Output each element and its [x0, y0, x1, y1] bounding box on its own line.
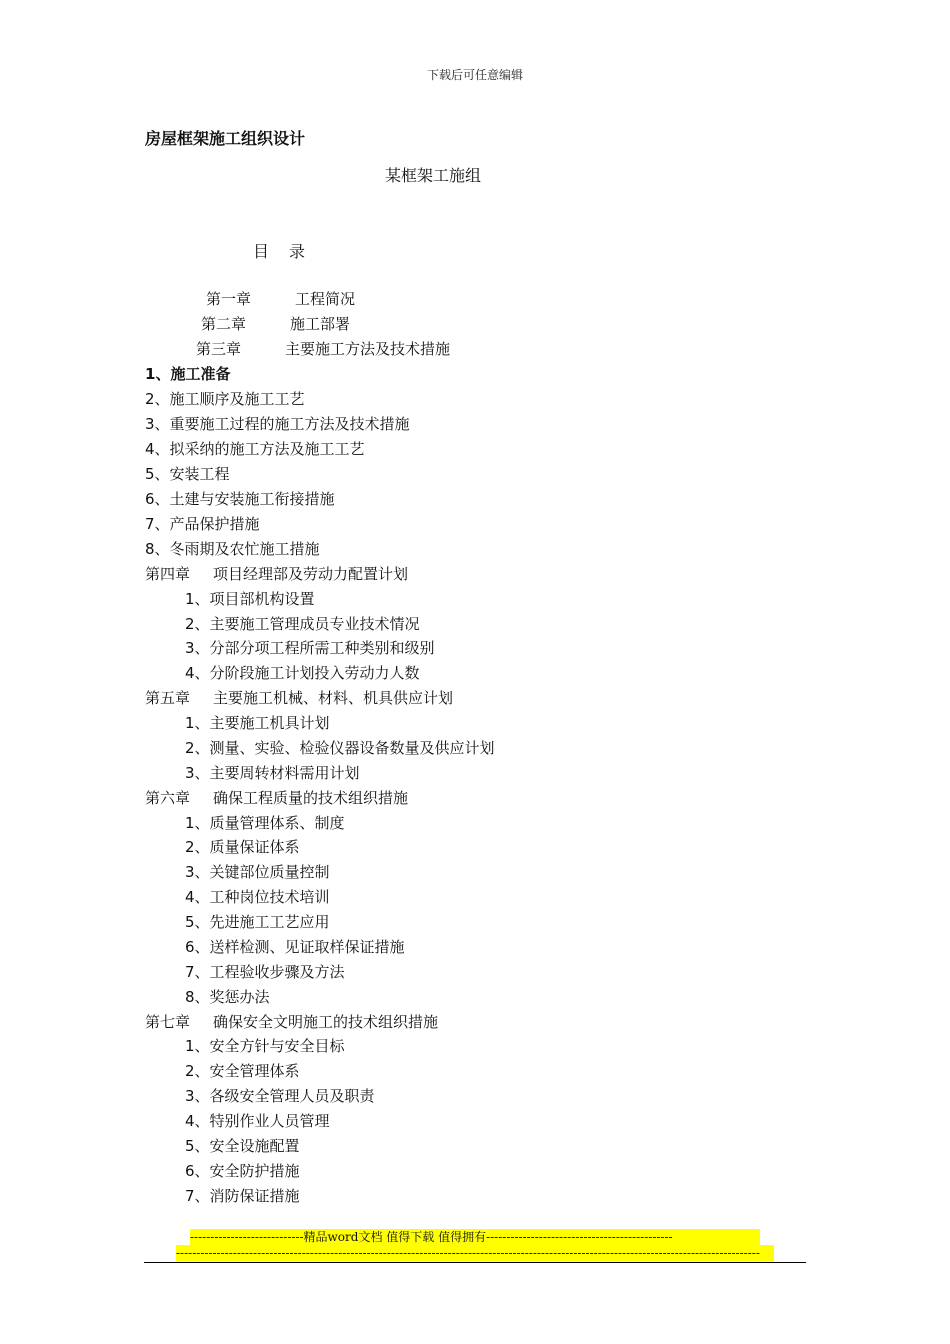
item-text: 、工程验收步骤及方法 [194, 963, 345, 981]
toc-item [185, 589, 315, 609]
footer-banner-line-1: ----------------------------精品word文档 值得下载 值得拥有---------------------------------------------- [190, 1229, 760, 1245]
item-text: 、拟采纳的施工方法及施工工艺 [154, 440, 365, 458]
toc-item [185, 987, 270, 1007]
item-number: 2 [145, 390, 155, 408]
toc-chapter-2 [201, 314, 350, 334]
chapter-number: 第七章 [145, 1013, 191, 1031]
item-number: 5 [185, 913, 195, 931]
toc-item [145, 389, 305, 409]
item-text: 、土建与安装施工衔接措施 [154, 490, 335, 508]
item-number: 3 [185, 863, 195, 881]
chapter-title: 主要施工机械、材料、机具供应计划 [213, 689, 454, 707]
toc-chapter-1 [206, 289, 355, 309]
toc-item [145, 514, 260, 534]
document-title: 房屋框架施工组织设计 [145, 129, 306, 148]
item-text: 、安装工程 [154, 465, 230, 483]
chapter-title: 主要施工方法及技术措施 [285, 340, 451, 358]
chapter-title: 确保安全文明施工的技术组织措施 [213, 1013, 439, 1031]
item-text: 、施工准备 [155, 365, 231, 383]
footer-banner-line-2: ------------------------------------------------------------------------------------------------------------------------------------------------ [176, 1245, 774, 1261]
toc-item [145, 464, 230, 484]
toc-item [185, 638, 435, 658]
toc-item [185, 1086, 375, 1106]
toc-item [185, 1036, 345, 1056]
item-number: 2 [185, 739, 195, 757]
item-text: 、冬雨期及农忙施工措施 [154, 540, 320, 558]
item-number: 7 [185, 963, 195, 981]
item-number: 5 [185, 1137, 195, 1155]
toc-chapter-4 [145, 564, 408, 584]
item-number: 1 [185, 814, 195, 832]
toc-item [185, 837, 300, 857]
toc-item [185, 887, 330, 907]
item-number: 7 [185, 1187, 195, 1205]
toc-chapter-7 [145, 1012, 438, 1032]
item-number: 8 [185, 988, 195, 1006]
chapter-title: 施工部署 [290, 315, 351, 333]
header-note: 下载后可任意编辑 [426, 68, 523, 82]
toc-item [185, 862, 330, 882]
item-text: 、安全管理体系 [194, 1062, 300, 1080]
item-text: 、消防保证措施 [194, 1187, 300, 1205]
toc-item [185, 1186, 300, 1206]
toc-item [185, 912, 330, 932]
chapter-title: 项目经理部及劳动力配置计划 [213, 565, 409, 583]
item-number: 7 [145, 515, 155, 533]
toc-item [145, 489, 335, 509]
item-number: 4 [185, 888, 195, 906]
chapter-number: 第四章 [145, 565, 191, 583]
item-text: 、产品保护措施 [154, 515, 260, 533]
item-number: 4 [145, 440, 155, 458]
toc-item [145, 439, 365, 459]
toc-item [185, 962, 345, 982]
toc-item [185, 614, 420, 634]
toc-heading-char: 目 [253, 242, 270, 261]
item-number: 8 [145, 540, 155, 558]
item-text: 、先进施工工艺应用 [194, 913, 330, 931]
item-text: 、质量管理体系、制度 [194, 814, 345, 832]
item-number: 1 [185, 1037, 195, 1055]
item-number: 6 [185, 938, 195, 956]
item-text: 、主要施工机具计划 [194, 714, 330, 732]
item-number: 3 [185, 764, 195, 782]
item-text: 、分阶段施工计划投入劳动力人数 [194, 664, 420, 682]
item-text: 、特别作业人员管理 [194, 1112, 330, 1130]
item-number: 3 [185, 1087, 195, 1105]
item-number: 6 [185, 1162, 195, 1180]
item-number: 2 [185, 1062, 195, 1080]
item-number: 4 [185, 664, 195, 682]
toc-chapter-5 [145, 688, 453, 708]
toc-item [185, 1111, 330, 1131]
chapter-number: 第六章 [145, 789, 191, 807]
toc-chapter-6 [145, 788, 408, 808]
item-text: 、送样检测、见证取样保证措施 [194, 938, 405, 956]
item-text: 、关键部位质量控制 [194, 863, 330, 881]
item-text: 、质量保证体系 [194, 838, 300, 856]
chapter-title: 确保工程质量的技术组织措施 [213, 789, 409, 807]
item-text: 、安全设施配置 [194, 1137, 300, 1155]
item-number: 2 [185, 615, 195, 633]
item-text: 、项目部机构设置 [194, 590, 315, 608]
toc-item [145, 414, 410, 434]
toc-item [145, 364, 230, 384]
item-text: 、主要施工管理成员专业技术情况 [194, 615, 420, 633]
toc-item [145, 539, 320, 559]
item-text: 、安全防护措施 [194, 1162, 300, 1180]
toc-heading-char: 录 [289, 242, 306, 261]
toc-item [185, 1161, 300, 1181]
chapter-number: 第二章 [201, 315, 247, 333]
toc-heading [253, 239, 305, 262]
toc-item [185, 713, 330, 733]
chapter-number: 第一章 [206, 290, 252, 308]
toc-item [185, 663, 420, 683]
item-number: 4 [185, 1112, 195, 1130]
item-number: 3 [145, 415, 155, 433]
toc-item [185, 813, 345, 833]
item-text: 、奖惩办法 [194, 988, 270, 1006]
item-text: 、重要施工过程的施工方法及技术措施 [154, 415, 410, 433]
item-text: 、安全方针与安全目标 [194, 1037, 345, 1055]
toc-item [185, 1061, 300, 1081]
item-number: 1 [145, 365, 156, 383]
toc-chapter-3 [196, 339, 450, 359]
chapter-title: 工程简况 [295, 290, 356, 308]
item-text: 、施工顺序及施工工艺 [154, 390, 305, 408]
item-text: 、主要周转材料需用计划 [194, 764, 360, 782]
item-number: 3 [185, 639, 195, 657]
item-number: 1 [185, 714, 195, 732]
item-number: 2 [185, 838, 195, 856]
chapter-number: 第五章 [145, 689, 191, 707]
item-number: 5 [145, 465, 155, 483]
item-text: 、各级安全管理人员及职责 [194, 1087, 375, 1105]
item-number: 6 [145, 490, 155, 508]
footer-rule [144, 1262, 806, 1263]
item-text: 、分部分项工程所需工种类别和级别 [194, 639, 435, 657]
toc-item [185, 937, 405, 957]
chapter-number: 第三章 [196, 340, 242, 358]
toc-item [185, 1136, 300, 1156]
item-text: 、测量、实验、检验仪器设备数量及供应计划 [194, 739, 495, 757]
toc-item [185, 763, 360, 783]
document-subtitle: 某框架工施组 [385, 166, 482, 185]
item-number: 1 [185, 590, 195, 608]
toc-item [185, 738, 495, 758]
item-text: 、工种岗位技术培训 [194, 888, 330, 906]
